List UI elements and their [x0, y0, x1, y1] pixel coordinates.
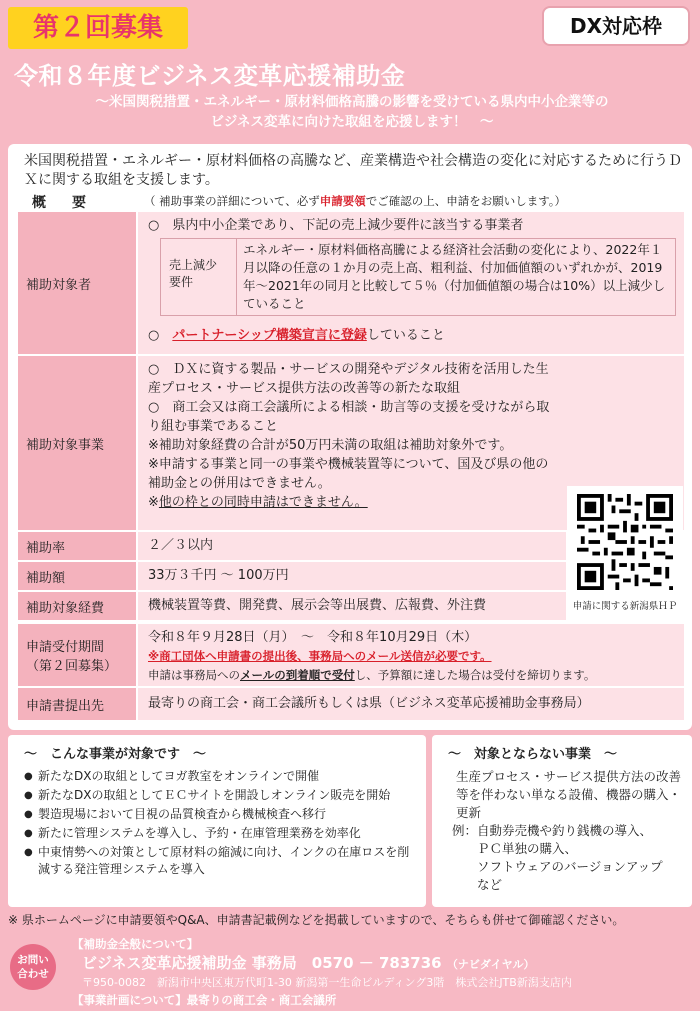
- partnership-declaration: パートナーシップ構築宣言に登録: [172, 328, 367, 343]
- ineligible-example-4: など: [452, 877, 503, 892]
- project-line-5: [148, 493, 556, 512]
- partner-pre: ○: [148, 328, 173, 343]
- qr-block[interactable]: [567, 486, 683, 616]
- main-title: 令和８年度ビジネス変革応援補助金: [14, 62, 406, 90]
- row-rate-value: ２／３以内: [138, 532, 566, 560]
- l5-ul: 他の枠との同時申請はできません。: [158, 495, 368, 510]
- project-line-4: ※申請する事業と同一の事業や機械装置等について、国及び県の他の補助金との併用はできません。: [148, 457, 549, 491]
- round-badge: 第２回募集: [8, 7, 188, 49]
- row-expenses-label: 補助対象経費: [18, 592, 136, 620]
- contact-icon: [10, 944, 56, 990]
- period-note: [148, 666, 674, 685]
- footnote: ※ 県ホームページに申請要領やQ&A、申請書記載例などを掲載していますので、そちらも併せて御確認ください。: [8, 913, 625, 927]
- note-pre: （ 補助事業の詳細について、必ず: [144, 194, 320, 208]
- row-target-label: 補助対象者: [18, 212, 136, 354]
- subtitle-line-2: ビジネス変革に向けた取組を応援します！ ～: [210, 114, 494, 130]
- note-post-2: し、予算額に達した場合は受付を締切ります。: [354, 668, 596, 682]
- contact-address: 〒950-0082 新潟市中央区東万代町1-30 新潟第一生命ビルディング3階 株式会社JTB新潟支店内: [82, 976, 572, 989]
- ineligible-box: [432, 735, 692, 907]
- qr-caption: 申請に関する新潟県ＨＰ: [572, 601, 678, 612]
- eligible-box: [8, 735, 426, 907]
- intro-text: 米国関税措置・エネルギー・原材料価格の高騰など、産業構造や社会構造の変化に対応するために行うＤＸに関する取組を支援します。: [24, 153, 682, 188]
- partner-post: していること: [366, 328, 445, 343]
- overview-label: 概 要: [32, 195, 92, 211]
- note-pre-2: 申請は事務局への: [148, 668, 240, 682]
- list-item: ● 新たなDXの取組としてヨガ教室をオンラインで開催: [24, 768, 416, 785]
- contact-phone[interactable]: ビジネス変革応援補助金 事務局 0570 － 783736: [82, 954, 442, 972]
- ineligible-text: 生産プロセス・サービス提供方法の改善等を伴わない単なる設備、機器の購入・更新: [456, 769, 682, 820]
- ineligible-example-2: ＰＣ単独の購入、: [452, 841, 578, 856]
- guidelines-link: 申請要領: [319, 194, 366, 208]
- note-post: でご確認の上、申請をお願いします。）: [365, 194, 567, 208]
- list-item: ● 中東情勢への対策として原材料の縮減に向け、インクの在庫ロスを削減する発注管理システムを導入: [24, 844, 416, 878]
- row-target: [18, 212, 684, 354]
- row-expenses-value: 機械装置等費、開発費、展示会等出展費、広報費、外注費: [138, 592, 566, 620]
- subtitle: [14, 92, 690, 132]
- sales-decline-text: エネルギー・原材料価格高騰による経済社会活動の変化により、2022年１月以降の任意の１か月の売上高、粗利益、付加価値額のいずれかが、2019年～2021年の同月と比較して５％（付加価値額の場合は10%）以上減少していること: [243, 242, 666, 311]
- row-project-body: [138, 356, 566, 530]
- row-rate-label: 補助率: [18, 532, 136, 560]
- row-amount-value: 33万３千円 ～ 100万円: [138, 562, 566, 590]
- row-period: [18, 624, 684, 686]
- project-line-3: ※補助対象経費の合計が50万円未満の取組は補助対象外です。: [148, 438, 513, 453]
- contact-general-label: 【補助金全般について】: [72, 937, 199, 951]
- contact-office[interactable]: [82, 952, 535, 973]
- note-ul: メールの到着順で受付: [240, 668, 355, 682]
- ineligible-example-3: ソフトウェアのバージョンアップ: [452, 859, 663, 874]
- period-dates: 令和８年９月28日（月） ～ 令和８年10月29日（木）: [148, 630, 478, 645]
- row-submit: [18, 688, 684, 720]
- list-item: ● 新たなDXの取組としてＥＣサイトを開設しオンライン販売を開始: [24, 787, 416, 804]
- project-line-2: ○ 商工会又は商工会議所による相談・助言等の支援を受けながら取り組む事業であること: [148, 400, 550, 434]
- row-submit-value: 最寄りの商工会・商工会議所もしくは県（ビジネス変革応援補助金事務局）: [138, 688, 684, 720]
- project-line-1: ○ ＤＸに資する製品・サービスの開発やデジタル技術を活用した生産プロセス・サービス提供方法の改善等の新たな取組: [148, 362, 549, 396]
- target-line-1: ○ 県内中小企業であり、下記の売上減少要件に該当する事業者: [148, 218, 524, 233]
- list-item: ● 新たに管理システムを導入し、予約・在庫管理業務を効率化: [24, 825, 416, 842]
- row-amount-label: 補助額: [18, 562, 136, 590]
- ineligible-title: ～ 対象とならない事業 ～: [448, 747, 618, 762]
- row-target-body: [138, 212, 684, 354]
- overview-note: [144, 193, 566, 209]
- overview-panel: [8, 144, 692, 730]
- row-period-label: 申請受付期間（第２回募集）: [18, 624, 136, 686]
- contact-icon-line-2: 合わせ: [17, 968, 49, 980]
- list-item: ● 製造現場において目視の品質検査から機械検査へ移行: [24, 806, 416, 823]
- dx-tag: DX対応枠: [542, 6, 690, 46]
- sales-decline-box: [160, 238, 676, 316]
- sales-decline-label: 売上減少要件: [161, 239, 237, 315]
- period-warning: ※商工団体へ申請書の提出後、事務局へのメール送信が必要です。: [148, 649, 492, 663]
- l5-pre: ※: [148, 495, 159, 510]
- contact-dial: （ナビダイヤル）: [446, 958, 535, 971]
- qr-code-icon[interactable]: [577, 494, 673, 590]
- eligible-list: [8, 768, 426, 878]
- row-period-body: [138, 624, 684, 686]
- row-submit-label: 申請書提出先: [18, 688, 136, 720]
- row-project-label: 補助対象事業: [18, 356, 136, 530]
- contact-icon-line-1: お問い: [17, 954, 49, 966]
- contact-plan-label: 【事業計画について】最寄りの商工会・商工会議所: [72, 993, 337, 1007]
- partnership-line: [148, 326, 445, 345]
- eligible-title: ～ こんな事業が対象です ～: [24, 747, 207, 762]
- subtitle-line-1: ～米国関税措置・エネルギー・原材料価格高騰の影響を受けている県内中小企業等の: [95, 94, 609, 110]
- ineligible-example-1: 例：自動券売機や釣り銭機の導入、: [452, 823, 653, 838]
